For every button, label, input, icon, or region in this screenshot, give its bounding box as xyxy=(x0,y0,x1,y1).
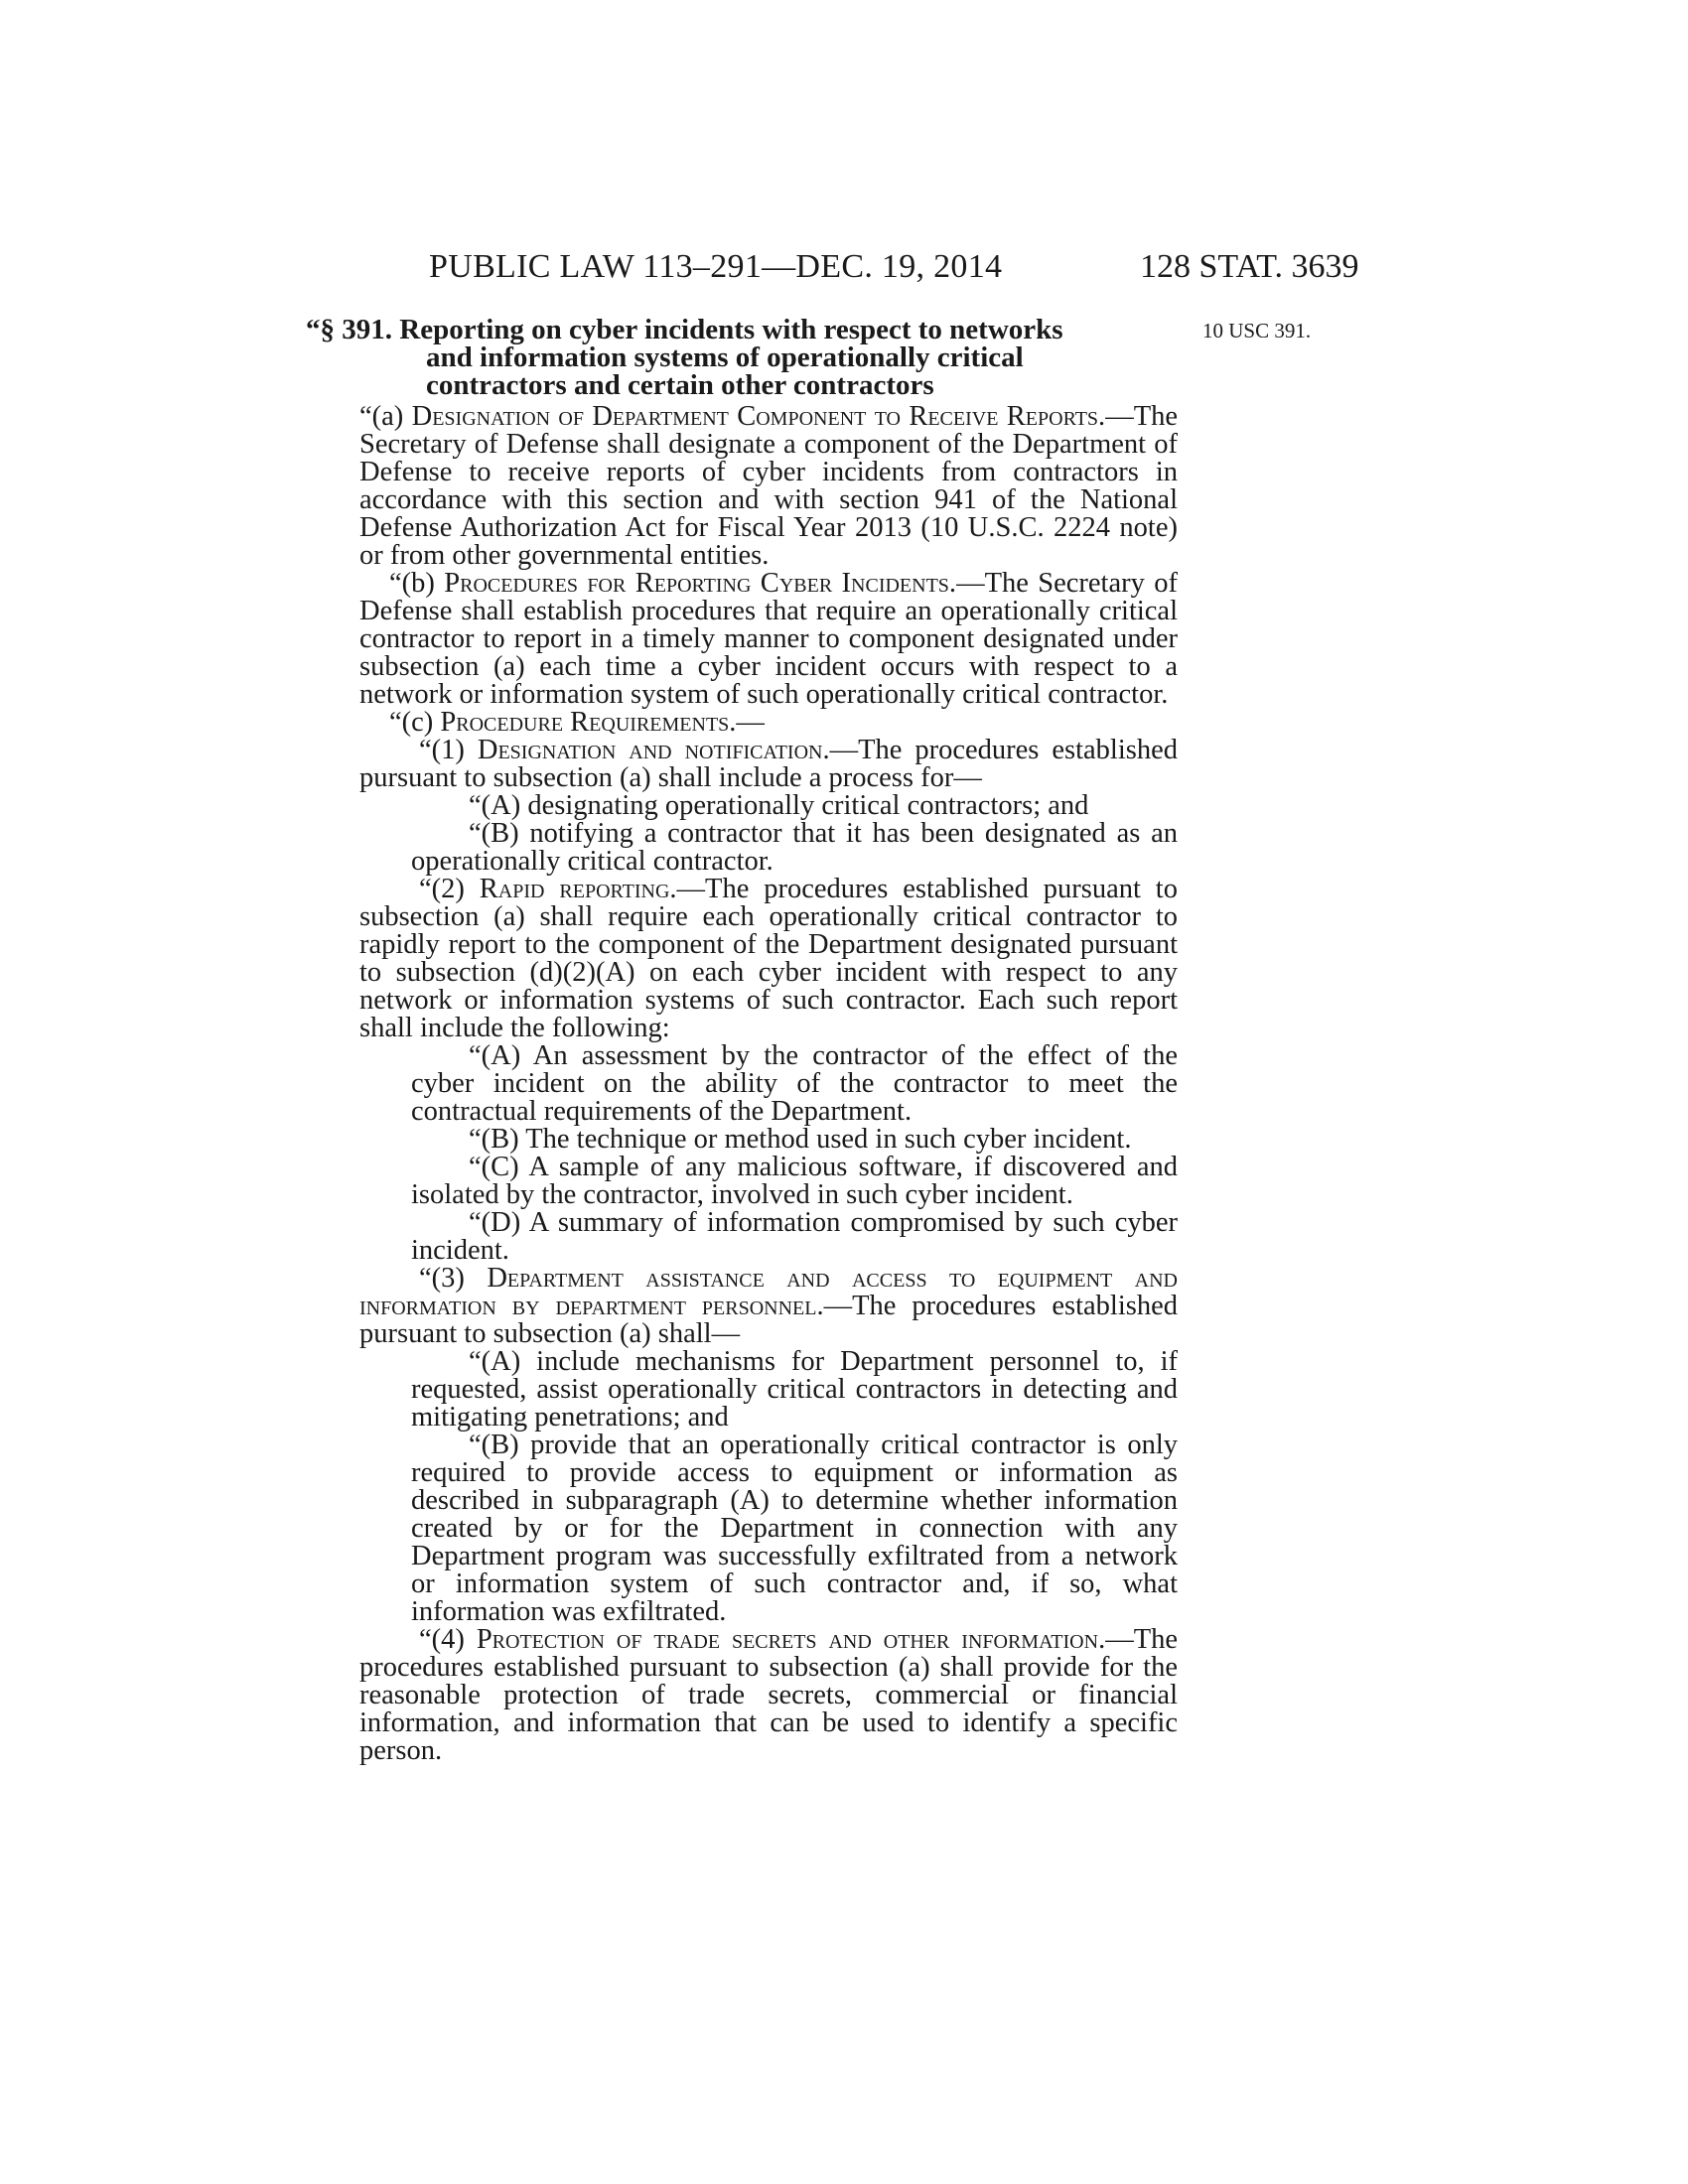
paragraph-c1 xyxy=(359,737,1178,792)
paragraph-c3-caption: Department assistance and access to equipment and information by department personnel. xyxy=(359,1263,1178,1321)
margin-citation: 10 USC 391. xyxy=(1202,319,1312,342)
subparagraph-c1B: “(B) notifying a contractor that it has been designated as an operationally critical contractor. xyxy=(411,818,1178,877)
page-header-stat: 128 STAT. 3639 xyxy=(1140,248,1359,285)
paragraph-c3 xyxy=(359,1265,1178,1348)
paragraph-c-label: “(c) xyxy=(389,707,441,738)
paragraph-a-label: “(a) xyxy=(359,401,412,432)
paragraph-b-caption: Procedures for Reporting Cyber Incidents. xyxy=(444,568,957,599)
paragraph-a xyxy=(359,403,1178,570)
paragraph-c2-caption: Rapid reporting. xyxy=(479,874,677,904)
paragraph-c3-text: —The procedures established pursuant to subsection (a) shall— xyxy=(359,1291,1179,1349)
paragraph-c3-label: “(3) xyxy=(419,1263,488,1294)
paragraph-c4-text: —The procedures established pursuant to subsection (a) shall provide for the reasonable protection of trade secrets, commercial or financial information, and information that can be used to identify a specific person. xyxy=(359,1624,1179,1766)
paragraph-c xyxy=(359,709,1178,737)
paragraph-c1-text: —The procedures established pursuant to subsection (a) shall include a process for— xyxy=(359,735,1178,793)
paragraph-c2 xyxy=(359,876,1178,1042)
subparagraph-c1A: “(A) designating operationally critical contractors; and xyxy=(469,790,1089,821)
paragraph-c-caption: Procedure Requirements. xyxy=(440,707,737,738)
subparagraph-c2C: “(C) A sample of any malicious software, if discovered and isolated by the contractor, involved in such cyber incident. xyxy=(411,1152,1178,1210)
paragraph-c4-caption: Protection of trade secrets and other information. xyxy=(476,1624,1106,1655)
paragraph-b xyxy=(359,570,1178,709)
section-heading-line-1: “§ 391. Reporting on cyber incidents with respect to networks xyxy=(306,314,1063,345)
paragraph-b-label: “(b) xyxy=(389,568,445,599)
paragraph-c2-text: —The procedures established pursuant to subsection (a) shall require each operationally critical contractor to rapidly report to the component of the Department designated pursuant to subsection (d)(2)(A) on each cyber incident with respect to any network or information systems of such contractor. Each such report shall include the following: xyxy=(359,874,1178,1043)
page-header-title: PUBLIC LAW 113–291—DEC. 19, 2014 xyxy=(429,248,1003,285)
section-heading-line-2: and information systems of operationally critical xyxy=(426,341,1024,373)
paragraph-b-text: —The Secretary of Defense shall establish procedures that require an operationally critical contractor to report in a timely manner to component designated under subsection (a) each time a cyber incident occurs with respect to a network or information system of such operationally critical contractor. xyxy=(359,568,1178,710)
subparagraph-c3B: “(B) provide that an operationally critical contractor is only required to provide access to equipment or information as described in subparagraph (A) to determine whether information created by or for the Department in connection with any Department program was successfully exfiltrated from a network or information system of such contractor and, if so, what information was exfiltrated. xyxy=(411,1430,1178,1627)
subparagraph-c2D: “(D) A summary of information compromised by such cyber incident. xyxy=(411,1207,1178,1266)
paragraph-c-text: — xyxy=(736,707,765,738)
paragraph-c2-label: “(2) xyxy=(419,874,480,904)
paragraph-c4 xyxy=(359,1626,1178,1765)
section-body xyxy=(359,403,1178,1765)
section-heading xyxy=(306,316,1178,399)
paragraph-a-text: —The Secretary of Defense shall designate a component of the Department of Defense to receive reports of cyber incidents from contractors in accordance with this section and with section 941 of the National Defense Authorization Act for Fiscal Year 2013 (10 U.S.C. 2224 note) or from other governmental entities. xyxy=(359,401,1178,571)
subparagraph-c3A: “(A) include mechanisms for Department personnel to, if requested, assist operationally critical contractors in detecting and mitigating penetrations; and xyxy=(411,1346,1178,1433)
subparagraph-c2B: “(B) The technique or method used in such cyber incident. xyxy=(469,1124,1132,1155)
paragraph-c1-label: “(1) xyxy=(419,735,478,765)
subparagraph-c2A: “(A) An assessment by the contractor of the effect of the cyber incident on the ability of the contractor to meet the contractual requirements of the Department. xyxy=(411,1040,1178,1127)
paragraph-a-caption: Designation of Department Component to Receive Reports. xyxy=(411,401,1106,432)
section-heading-line-3: contractors and certain other contractors xyxy=(426,369,934,401)
paragraph-c4-label: “(4) xyxy=(419,1624,477,1655)
paragraph-c1-caption: Designation and notification. xyxy=(477,735,830,765)
